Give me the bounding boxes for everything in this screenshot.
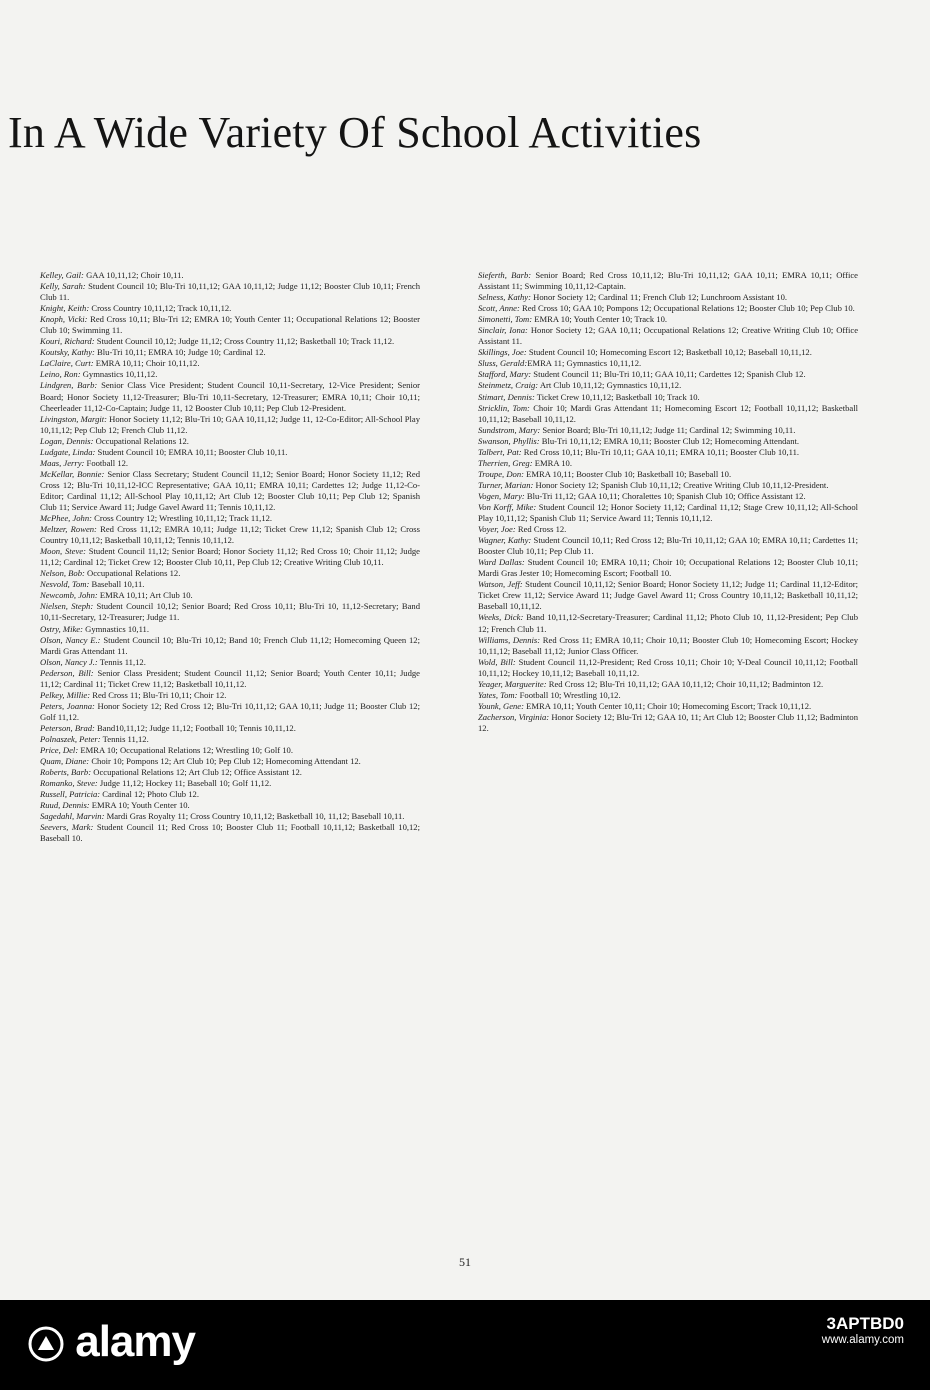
student-name: Pederson, Bill: (40, 667, 94, 678)
student-entry (40, 811, 420, 822)
student-entry (478, 347, 858, 358)
student-activities: Honor Society 12; Cardinal 11; French Club 12; Lunchroom Assistant 10. (531, 292, 788, 303)
student-entry (478, 579, 858, 612)
student-entry (478, 403, 858, 425)
student-activities: Gymnastics 10,11,12. (80, 369, 158, 380)
student-entry (40, 668, 420, 690)
student-name: Pelkey, Millie: (40, 689, 91, 700)
student-entry (478, 458, 858, 469)
student-name: Watson, Jeff: (478, 579, 523, 590)
student-activities: Senior Board; Red Cross 10,11,12; Blu-Tri 10,11,12; GAA 10,11; EMRA 10,11; Office Assistant 11; Swimming 10,11,12-Captain. (478, 270, 858, 292)
student-activities: Art Club 10,11,12; Gymnastics 10,11,12. (538, 380, 682, 391)
student-activities: Honor Society 11,12; Blu-Tri 10; GAA 10,11,12; Judge 11, 12-Co-Editor; All-School Play 10,11,12; Pep Club 12; French Club 11,12. (40, 413, 421, 435)
student-activities: Student Council 10,11,12; Senior Board; Honor Society 11,12; Judge 11; Cardinal 11,12-Editor; Ticket Crew 11,12; Service Award 11; Judge Gavel Award 11; Cross Country 10,11,12; Basketball 10,11,12; Baseball 10,11,12. (478, 579, 858, 612)
student-activities: Choir 10; Mardi Gras Attendant 11; Homecoming Escort 12; Football 10,11,12; Basketball 10,11,12; Baseball 10,11,12. (478, 402, 858, 424)
page-number: 51 (459, 1255, 471, 1269)
student-name: Kouri, Richard: (40, 336, 95, 347)
student-name: Polnaszek, Peter: (40, 733, 101, 744)
student-entry (478, 612, 858, 634)
student-activities: Blu-Tri 10,11,12; EMRA 10,11; Booster Club 12; Homecoming Attendant. (539, 435, 800, 446)
student-name: McPhee, John: (40, 513, 93, 524)
student-name: Sluss, Gerald: (478, 358, 528, 369)
student-entry (40, 579, 420, 590)
student-activities: EMRA 10,11; Booster Club 10; Basketball 10; Baseball 10. (524, 468, 732, 479)
student-name: Ward Dallas: (478, 557, 525, 568)
student-name: Vogen, Mary: (478, 490, 525, 501)
student-entry (478, 701, 858, 712)
student-name: Simonetti, Tom: (478, 314, 533, 325)
student-name: Sinclair, Iona: (478, 325, 528, 336)
student-name: Voyer, Joe: (478, 524, 516, 535)
student-activities: EMRA 10; Youth Center 10. (89, 800, 190, 811)
student-entry (40, 723, 420, 734)
student-activities: Student Council 10; Blu-Tri 10,12; Band 10; French Club 11,12; Homecoming Queen 12; Mardi Gras Attendant 11. (40, 634, 420, 656)
student-entry (40, 513, 420, 524)
student-entry (40, 778, 420, 789)
student-entry (478, 469, 858, 480)
student-entry (40, 270, 420, 281)
student-activities: EMRA 10,11; Youth Center 10,11; Choir 10; Homecoming Escort; Track 10,11,12. (524, 700, 812, 711)
student-activities: Band 10,11,12-Secretary-Treasurer; Cardinal 11,12; Photo Club 10, 11,12-President; Pep Club 12; French Club 11. (478, 612, 859, 634)
student-activities: Occupational Relations 12; Art Club 12; Office Assistant 12. (91, 767, 302, 778)
student-activities: Red Cross 10; GAA 10; Pompons 12; Occupational Relations 12; Booster Club 10; Pep Club 10. (519, 303, 855, 314)
student-entry (478, 358, 858, 369)
student-entry (478, 480, 858, 491)
student-name: Sagedahl, Marvin: (40, 811, 105, 822)
student-activities: Student Council 10,11; Red Cross 12; Blu-Tri 10,11,12; GAA 10; EMRA 10,11; Cardettes 11; Booster Club 10,11; Pep Club 11. (478, 535, 858, 557)
student-entry (478, 690, 858, 701)
student-activities: Student Council 10; EMRA 10,11; Booster Club 10,11. (95, 446, 288, 457)
student-name: Weeks, Dick: (478, 612, 524, 623)
student-entry (478, 635, 858, 657)
student-entry (40, 734, 420, 745)
student-activities: Student Council 12; Honor Society 11,12; Cardinal 11,12; Stage Crew 10,11,12; All-School Play 10,11,12; Spanish Club 11; Service Award 11; Tennis 10,11,12. (478, 501, 858, 524)
student-activities: Student Council 11,12; Senior Board; Honor Society 11,12; Red Cross 10; Choir 11,12; Judge 11,12; Cardinal 12; Ticket Crew 12; Booster Club 10,11, Pep Club 12; Creative Writing Club 10,11. (40, 546, 420, 568)
student-name: McKellar, Bonnie: (40, 468, 105, 479)
student-entry (478, 380, 858, 391)
student-activities: EMRA 10,11; Art Club 10. (97, 590, 193, 601)
student-name: Stimart, Dennis: (478, 391, 535, 402)
student-activities: Senior Class Vice President; Student Council 10,11-Secretary, 12-Vice President; Senior Board; Honor Society 11,12-Treasurer; Blu-Tri 10,11-Secretary, 12-Treasurer; EMRA 10,11; Choir 10,11; Cheerleader 11,12-Co-Captain; Judge 11, 12 Booster Club 10,11; Pep Club 12-President. (40, 380, 420, 413)
activities-column-right (478, 270, 858, 734)
student-name: Nelson, Bob: (40, 568, 85, 579)
student-name: Ruud, Dennis: (40, 800, 90, 811)
student-name: Maas, Jerry: (40, 457, 85, 468)
watermark-url: www.alamy.com (821, 1334, 904, 1346)
student-entry (478, 270, 858, 292)
student-activities: Cross Country 12; Wrestling 10,11,12; Track 11,12. (92, 513, 273, 524)
student-name: Kelley, Gail: (40, 270, 84, 280)
student-activities: Blu-Tri 11,12; GAA 10,11; Choralettes 10; Spanish Club 10; Office Assistant 12. (524, 490, 806, 501)
student-name: Zacherson, Virginia: (478, 711, 550, 722)
student-activities: Occupational Relations 12. (84, 568, 181, 579)
student-entry (478, 292, 858, 303)
student-name: Roberts, Barb: (40, 767, 92, 778)
student-entry (40, 590, 420, 601)
student-activities: Judge 11,12; Hockey 11; Baseball 10; Golf 11,12. (97, 778, 272, 789)
student-activities: Tennis 11,12. (97, 656, 146, 667)
student-name: Leino, Ron: (40, 369, 81, 380)
student-entry (40, 314, 420, 336)
watermark-info (822, 1316, 904, 1348)
student-activities: Senior Class Secretary; Student Council 11,12; Senior Board; Honor Society 11,12; Red Cross 12; Blu-Tri 10,11,12-ICC Representative; GAA 10,11; EMRA 10,11; Cardettes 12; Judge 11,12-Co-Editor; Cardinal 11,12; All-School Play 10,11,12; Art Club 12; Booster Club 10,11; Pep Club 12; Spanish Club 11; Service Award 11; Judge Gavel Award 11; Tennis 10,11,12. (40, 468, 421, 512)
student-activities: Student Council 10; EMRA 10,11; Choir 10; Occupational Relations 12; Booster Club 10,11; Mardi Gras Jester 10; Homecoming Escort; Football 10. (478, 557, 859, 579)
student-entry (478, 712, 858, 734)
watermark-image-id: 3APTBD0 (826, 1314, 904, 1333)
student-entry (478, 491, 858, 502)
student-activities: Student Council 11; Blu-Tri 10,11; GAA 10,11; Cardettes 12; Spanish Club 12. (531, 369, 806, 380)
student-activities: Cross Country 10,11,12; Track 10,11,12. (89, 303, 232, 314)
student-entry (40, 745, 420, 756)
student-name: Meltzer, Rowen: (40, 524, 97, 535)
student-name: Sieferth, Barb: (478, 270, 532, 280)
student-entry (40, 469, 420, 513)
student-activities: Honor Society 12; Spanish Club 10,11,12; Creative Writing Club 10,11,12-President. (533, 479, 829, 490)
student-activities: Red Cross 11,12; EMRA 10,11; Judge 11,12; Ticket Crew 11,12; Spanish Club 12; Cross Country 10,11,12; Basketball 10,11,12; Tennis 10,11,12. (40, 524, 420, 546)
student-entry (40, 347, 420, 358)
student-entry (478, 679, 858, 690)
student-name: Peterson, Brad: (40, 722, 95, 733)
student-name: Nielsen, Steph: (40, 601, 94, 612)
student-name: Scott, Anne: (478, 303, 520, 314)
student-name: Sundstrom, Mary: (478, 424, 541, 435)
student-name: Knight, Keith: (40, 303, 90, 314)
student-entry (478, 425, 858, 436)
student-name: Younk, Gene: (478, 700, 524, 711)
student-name: Olson, Nancy E.: (40, 634, 101, 645)
student-activities: Gymnastics 10,11. (82, 623, 150, 634)
student-entry (478, 303, 858, 314)
student-activities: Honor Society 12; Blu-Tri 12; GAA 10, 11; Art Club 12; Booster Club 11,12; Badminton 12. (478, 711, 859, 733)
student-name: Stafford, Mary: (478, 369, 532, 380)
alamy-mark-icon (28, 1326, 64, 1362)
student-activities: Football 10; Wrestling 10,12. (517, 689, 621, 700)
student-name: Peters, Joanna: (40, 700, 95, 711)
page-title: In A Wide Variety Of School Activities (8, 108, 702, 157)
student-activities: Red Cross 12; Blu-Tri 10,11,12; GAA 10,11,12; Choir 10,11,12; Badminton 12. (546, 678, 824, 689)
student-name: Logan, Dennis: (40, 435, 94, 446)
student-entry (40, 336, 420, 347)
student-entry (40, 690, 420, 701)
student-activities: Baseball 10,11. (89, 579, 145, 590)
student-name: Moon, Steve: (40, 546, 86, 557)
student-entry (40, 436, 420, 447)
student-entry (478, 557, 858, 579)
student-entry (40, 789, 420, 800)
student-entry (40, 701, 420, 723)
student-activities: Cardinal 12; Photo Club 12. (100, 789, 199, 800)
student-name: Knoph, Vicki: (40, 314, 88, 325)
student-name: Nesvold, Tom: (40, 579, 90, 590)
student-activities: Occupational Relations 12. (93, 435, 189, 446)
student-name: Stricklin, Tom: (478, 402, 530, 413)
student-name: Seevers, Mark: (40, 822, 94, 833)
student-activities: Red Cross 10,11; Blu-Tri 10,11; GAA 10,11; EMRA 10,11; Booster Club 10,11. (521, 446, 800, 457)
student-name: Wagner, Kathy: (478, 535, 532, 546)
student-entry (40, 822, 420, 844)
student-activities: Honor Society 12; GAA 10,11; Occupational Relations 12; Creative Writing Club 10; Office Assistant 11. (478, 325, 859, 347)
student-name: Wold, Bill: (478, 656, 516, 667)
student-name: Kelly, Sarah: (40, 281, 86, 292)
student-activities: GAA 10,11,12; Choir 10,11. (83, 270, 184, 280)
student-entry (40, 601, 420, 623)
student-name: Talbert, Pat: (478, 446, 522, 457)
student-activities: Ticket Crew 10,11,12; Basketball 10; Track 10. (534, 391, 700, 402)
student-name: Steinmetz, Craig: (478, 380, 539, 391)
student-entry (40, 281, 420, 303)
student-activities: Red Cross 11; Blu-Tri 10,11; Choir 12. (90, 689, 227, 700)
student-entry (40, 303, 420, 314)
student-activities: Student Council 10; Homecoming Escort 12; Basketball 10,12; Baseball 10,11,12. (526, 347, 812, 358)
student-entry (40, 369, 420, 380)
student-activities: Honor Society 12; Red Cross 12; Blu-Tri 10,11,12; GAA 10,11; Judge 11; Booster Club 12; Golf 11,12. (40, 700, 420, 722)
student-entry (40, 358, 420, 369)
student-activities: Student Council 11,12-President; Red Cross 10,11; Choir 10; Y-Deal Council 10,11,12; Football 10,11,12; Hockey 10,11,12; Baseball 10,11,12. (478, 656, 858, 678)
student-name: Newcomb, John: (40, 590, 98, 601)
student-activities: Mardi Gras Royalty 11; Cross Country 10,11,12; Basketball 10, 11,12; Baseball 10,11. (104, 811, 405, 822)
student-entry (40, 756, 420, 767)
student-activities: Red Cross 12. (515, 524, 567, 535)
student-entry (478, 524, 858, 535)
student-entry (478, 502, 858, 524)
student-activities: Tennis 11,12. (100, 733, 149, 744)
student-name: Selness, Kathy: (478, 292, 531, 303)
student-entry (40, 568, 420, 579)
student-entry (40, 624, 420, 635)
student-name: Lindgren, Barb: (40, 380, 98, 391)
student-name: Turner, Marian: (478, 479, 534, 490)
student-activities: Student Council 10,12; Judge 11,12; Cross Country 11,12; Basketball 10; Track 11,12. (94, 336, 395, 347)
student-entry (40, 447, 420, 458)
student-entry (478, 392, 858, 403)
student-activities: Red Cross 11; EMRA 10,11; Choir 10,11; Booster Club 10; Homecoming Escort; Hockey 10,11,12; Baseball 11,12; Junior Class Officer. (478, 634, 859, 656)
student-activities: Blu-Tri 10,11; EMRA 10; Judge 10; Cardinal 12. (94, 347, 266, 358)
student-activities: Choir 10; Pompons 12; Art Club 10; Pep Club 12; Homecoming Attendant 12. (89, 756, 361, 767)
student-entry (40, 380, 420, 413)
student-name: Troupe, Don: (478, 468, 524, 479)
watermark-logo-text: alamy (75, 1317, 195, 1366)
student-name: Ostry, Mike: (40, 623, 83, 634)
student-entry (40, 546, 420, 568)
student-activities: Senior Class President; Student Council 11,12; Senior Board; Youth Center 10,11; Judge 11,12; Cardinal 11; Ticket Crew 11,12; Basketball 10,11,12. (40, 667, 420, 689)
student-entry (40, 767, 420, 778)
student-name: Skillings, Joe: (478, 347, 527, 358)
student-name: Livingston, Margit: (40, 413, 108, 424)
student-name: Williams, Dennis: (478, 634, 541, 645)
student-activities: Football 12. (84, 457, 129, 468)
student-activities: EMRA 10; Youth Center 10; Track 10. (532, 314, 668, 325)
student-entry (478, 657, 858, 679)
student-name: Therrien, Greg: (478, 457, 533, 468)
student-entry (478, 325, 858, 347)
student-entry (478, 369, 858, 380)
student-activities: Student Council 10,12; Senior Board; Red Cross 10,11; Blu-Tri 10, 11,12-Secretary; Band 10,11-Secretary, 12-Treasurer; Judge 11. (40, 601, 420, 623)
student-activities: Red Cross 10,11; Blu-Tri 12; EMRA 10; Youth Center 11; Occupational Relations 12; Booster Club 10; Swimming 11. (40, 314, 421, 336)
watermark-logo (28, 1317, 195, 1367)
student-activities: EMRA 10. (532, 457, 572, 468)
student-activities: EMRA 10; Occupational Relations 12; Wrestling 10; Golf 10. (78, 745, 293, 756)
student-name: Swanson, Phyllis: (478, 435, 540, 446)
student-activities: Student Council 11; Red Cross 10; Booster Club 11; Football 10,11,12; Basketball 10,12; Baseball 10. (40, 822, 420, 844)
student-name: Price, Del: (40, 745, 79, 756)
student-name: Russell, Patricia: (40, 789, 101, 800)
student-entry (40, 800, 420, 811)
student-entry (478, 436, 858, 447)
student-entry (478, 447, 858, 458)
student-name: Yates, Tom: (478, 689, 518, 700)
student-activities: EMRA 10,11; Choir 10,11,12. (93, 358, 200, 369)
student-name: Olson, Nancy J.: (40, 656, 98, 667)
student-entry (40, 635, 420, 657)
student-activities: Student Council 10; Blu-Tri 10,11,12; GAA 10,11,12; Judge 11,12; Booster Club 10,11; French Club 11. (40, 281, 420, 303)
student-name: Ludgate, Linda: (40, 446, 96, 457)
activities-column-left (40, 270, 420, 844)
student-name: Koutsky, Kathy: (40, 347, 95, 358)
student-entry (40, 414, 420, 436)
student-name: Von Korff, Mike: (478, 501, 537, 512)
student-name: Romanko, Steve: (40, 778, 98, 789)
student-entry (40, 458, 420, 469)
student-entry (478, 314, 858, 325)
student-activities: Senior Board; Blu-Tri 10,11,12; Judge 11; Cardinal 12; Swimming 10,11. (540, 424, 796, 435)
student-entry (40, 657, 420, 668)
student-activities: EMRA 11; Gymnastics 10,11,12. (527, 358, 642, 369)
student-activities: Band10,11,12; Judge 11,12; Football 10; Tennis 10,11,12. (94, 722, 296, 733)
student-name: LaClaire, Curt: (40, 358, 94, 369)
student-entry (478, 535, 858, 557)
student-entry (40, 524, 420, 546)
student-name: Yeager, Marguerite: (478, 678, 547, 689)
student-name: Quam, Diane: (40, 756, 90, 767)
